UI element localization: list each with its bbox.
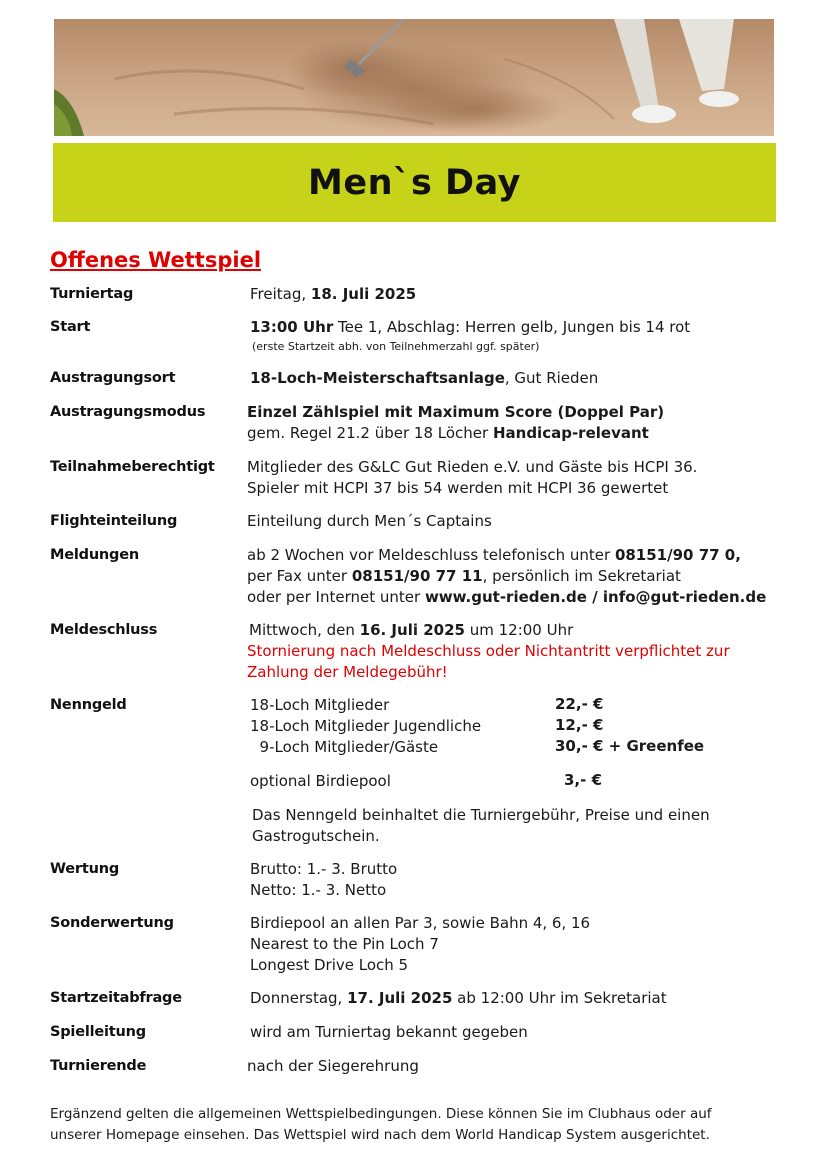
fee-note-line1: Das Nenngeld beinhaltet die Turniergebühr, Preise und einen xyxy=(252,806,710,824)
footer-note xyxy=(50,1104,780,1146)
start-note: (erste Startzeit abh. von Teilnehmerzahl ggf. später) xyxy=(252,340,540,353)
label-spielleitung: Spielleitung xyxy=(50,1024,146,1040)
label-flighteinteilung: Flighteinteilung xyxy=(50,513,178,529)
header-photo xyxy=(54,19,774,136)
website-link[interactable]: www.gut-rieden.de / info@gut-rieden.de xyxy=(424,588,767,606)
label-start: Start xyxy=(50,319,91,335)
fee-item-name: 18-Loch Mitglieder Jugendliche xyxy=(250,717,482,735)
warning-line2: Zahlung der Meldegebühr! xyxy=(247,663,448,681)
footer-line2: unserer Homepage einsehen. Das Wettspiel wird nach dem World Handicap System ausgerichtet. xyxy=(50,1127,710,1143)
fee-item-price: 12,- € xyxy=(555,716,604,734)
fee-optional-price: 3,- € xyxy=(564,771,603,789)
value-startzeitabfrage: Donnerstag, 17. Juli 2025 ab 12:00 Uhr im Sekretariat xyxy=(250,989,667,1007)
label-wertung: Wertung xyxy=(50,861,120,877)
value-austragungsmodus-line2: gem. Regel 21.2 über 18 Löcher Handicap-relevant xyxy=(247,424,649,442)
value-wertung-line1: Brutto: 1.- 3. Brutto xyxy=(250,860,398,878)
page-title: Men`s Day xyxy=(308,162,521,203)
value-turniertag: Freitag, 18. Juli 2025 xyxy=(250,285,417,303)
label-nenngeld: Nenngeld xyxy=(50,697,127,713)
value-meldeschluss: Mittwoch, den 16. Juli 2025 um 12:00 Uhr xyxy=(249,621,574,639)
label-sonderwertung: Sonderwertung xyxy=(50,915,174,931)
value-meldungen-line1: ab 2 Wochen vor Meldeschluss telefonisch unter 08151/90 77 0, xyxy=(247,546,741,564)
value-wertung-line2: Netto: 1.- 3. Netto xyxy=(250,881,387,899)
label-austragungsmodus: Austragungsmodus xyxy=(50,404,206,420)
label-turniertag: Turniertag xyxy=(50,286,134,302)
label-meldungen: Meldungen xyxy=(50,547,139,563)
fee-item-price: 22,- € xyxy=(555,695,604,713)
fee-note-line2: Gastrogutschein. xyxy=(252,827,380,845)
fee-item-price: 30,- € + Greenfee xyxy=(555,737,705,755)
fee-item-name: 18-Loch Mitglieder xyxy=(250,696,390,714)
label-austragungsort: Austragungsort xyxy=(50,370,176,386)
value-meldungen-line3: oder per Internet unter www.gut-rieden.de / info@gut-rieden.de xyxy=(247,588,767,606)
value-sonder-line3: Longest Drive Loch 5 xyxy=(250,956,409,974)
value-teilnahme-line2: Spieler mit HCPI 37 bis 54 werden mit HCPI 36 gewertet xyxy=(247,479,669,497)
warning-line1: Stornierung nach Meldeschluss oder Nichtantritt verpflichtet zur xyxy=(247,642,730,660)
value-meldungen-line2: per Fax unter 08151/90 77 11, persönlich im Sekretariat xyxy=(247,567,681,585)
value-teilnahme-line1: Mitglieder des G&LC Gut Rieden e.V. und Gäste bis HCPI 36. xyxy=(247,458,698,476)
footer-line1: Ergänzend gelten die allgemeinen Wettspielbedingungen. Diese können Sie im Clubhaus oder auf xyxy=(50,1106,712,1122)
value-start: 13:00 Uhr Tee 1, Abschlag: Herren gelb, Jungen bis 14 rot xyxy=(250,318,691,336)
value-austragungsmodus-line1: Einzel Zählspiel mit Maximum Score (Doppel Par) xyxy=(247,403,665,421)
value-spielleitung: wird am Turniertag bekannt gegeben xyxy=(250,1023,528,1041)
value-turnierende: nach der Siegerehrung xyxy=(247,1057,419,1075)
label-meldeschluss: Meldeschluss xyxy=(50,622,158,638)
label-teilnahmeberechtigt: Teilnahmeberechtigt xyxy=(50,459,215,475)
title-box xyxy=(53,143,776,222)
value-flighteinteilung: Einteilung durch Men´s Captains xyxy=(247,512,492,530)
value-sonder-line2: Nearest to the Pin Loch 7 xyxy=(250,935,439,953)
value-sonder-line1: Birdiepool an allen Par 3, sowie Bahn 4, 6, 16 xyxy=(250,914,591,932)
fee-item-name: 9-Loch Mitglieder/Gäste xyxy=(250,738,439,756)
value-austragungsort: 18-Loch-Meisterschaftsanlage, Gut Rieden xyxy=(250,369,599,387)
section-heading: Offenes Wettspiel xyxy=(50,248,262,272)
fee-optional-name: optional Birdiepool xyxy=(250,772,391,790)
label-turnierende: Turnierende xyxy=(50,1058,147,1074)
label-startzeitabfrage: Startzeitabfrage xyxy=(50,990,182,1006)
